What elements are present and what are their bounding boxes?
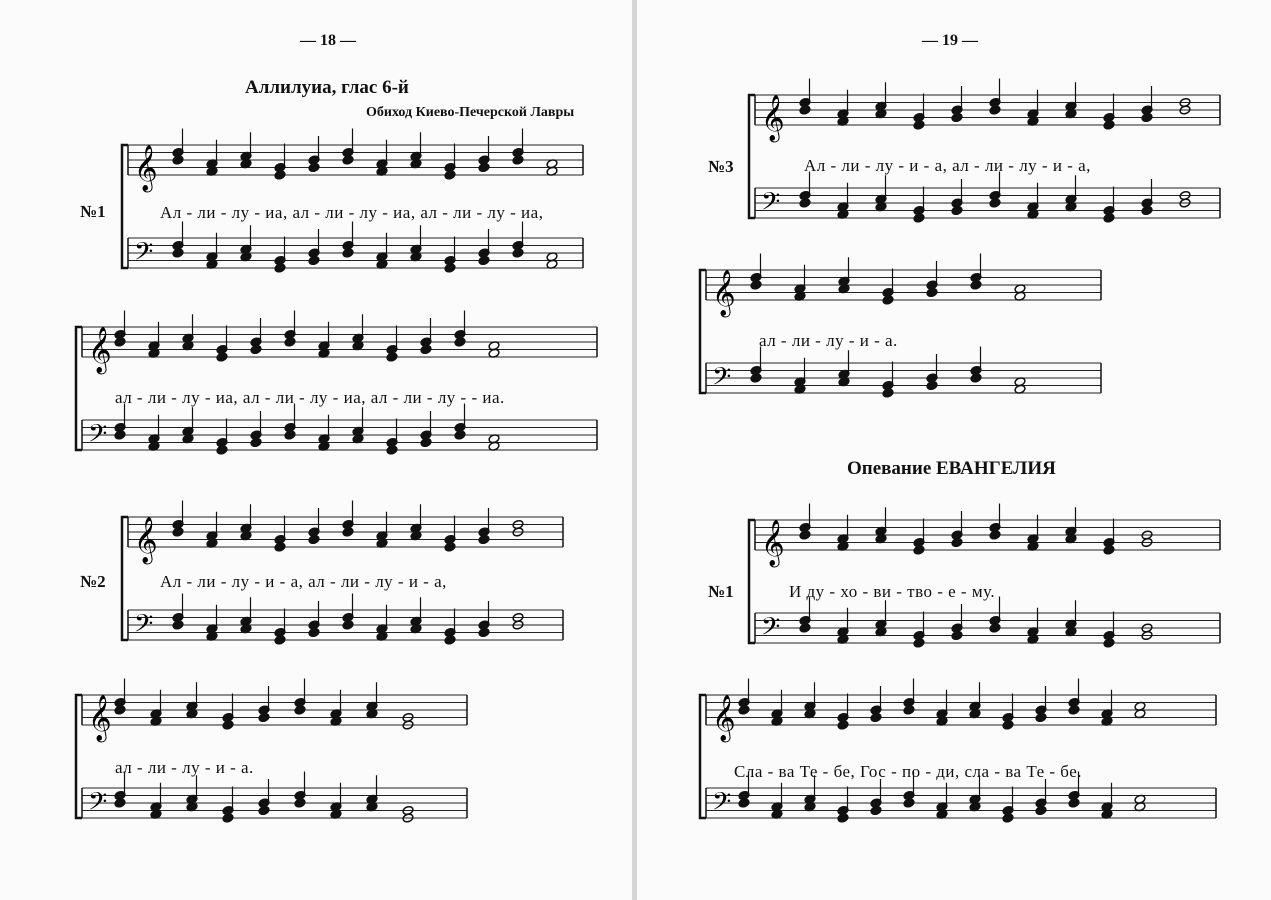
treble-clef-icon: 𝄞 <box>88 695 112 741</box>
section-number: №2 <box>80 572 106 591</box>
section-number: №1 <box>708 582 734 601</box>
note-head <box>444 263 456 273</box>
note-head <box>837 720 849 730</box>
note-head <box>989 198 1001 208</box>
note-head <box>1035 712 1047 722</box>
note-head <box>837 813 849 823</box>
note-head <box>1002 813 1014 823</box>
page-number-right: — 19 — <box>922 32 978 49</box>
treble-clef-icon: 𝄞 <box>761 95 785 141</box>
section-number: №1 <box>80 202 106 221</box>
note-head <box>222 813 234 823</box>
bass-clef-icon: 𝄢 <box>712 787 732 823</box>
note-head <box>294 705 306 715</box>
note-head <box>420 437 432 447</box>
note-head <box>342 527 354 537</box>
note-head <box>258 805 270 815</box>
lyrics-line: Сла - ва Те - бе, Гос - по - ди, сла - ва Те - бе. <box>734 762 1083 781</box>
lyrics-line: Ал - ли - лу - иа, ал - ли - лу - иа, ал - ли - лу - иа, <box>160 203 544 222</box>
note-head <box>512 248 524 258</box>
lyrics-line: ал - ли - лу - и - а. <box>115 758 254 777</box>
treble-clef-icon: 𝄞 <box>761 520 785 566</box>
note-head <box>951 630 963 640</box>
bass-clef-icon: 𝄢 <box>761 612 781 648</box>
note-head <box>250 437 262 447</box>
left-page <box>0 0 632 900</box>
note-head <box>386 352 398 362</box>
note-head <box>512 155 524 165</box>
note-head <box>913 213 925 223</box>
note-head <box>970 373 982 383</box>
note-head <box>342 155 354 165</box>
note-head <box>216 445 228 455</box>
note-head <box>989 530 1001 540</box>
bass-clef-icon: 𝄢 <box>712 362 732 398</box>
lyrics-line: ал - ли - лу - и - а. <box>759 331 898 350</box>
treble-clef-icon: 𝄞 <box>134 145 158 191</box>
system-bracket <box>700 270 706 393</box>
note-head <box>799 105 811 115</box>
note-head <box>951 537 963 547</box>
note-head <box>913 545 925 555</box>
note-head <box>386 445 398 455</box>
note-head <box>882 388 894 398</box>
note-head <box>1103 120 1115 130</box>
note-head <box>903 705 915 715</box>
note-head <box>913 638 925 648</box>
note-head <box>444 170 456 180</box>
lyrics-line: И ду - хо - ви - тво - е - му. <box>789 582 996 601</box>
treble-clef-icon: 𝄞 <box>712 695 736 741</box>
note-head <box>989 105 1001 115</box>
note-head <box>250 344 262 354</box>
note-head <box>274 635 286 645</box>
hymn-subtitle: Обиход Киево-Печерской Лавры <box>366 105 575 120</box>
note-head <box>308 162 320 172</box>
note-head <box>454 430 466 440</box>
note-head <box>738 705 750 715</box>
note-head <box>970 280 982 290</box>
note-head <box>926 287 938 297</box>
note-head <box>799 198 811 208</box>
note-head <box>294 798 306 808</box>
bass-clef-icon: 𝄢 <box>134 609 154 645</box>
note-head <box>913 120 925 130</box>
note-head <box>1103 545 1115 555</box>
lyrics-line: Ал - ли - лу - и - а, ал - ли - лу - и - а, <box>804 156 1091 175</box>
treble-clef-icon: 𝄞 <box>134 517 158 563</box>
note-head <box>216 352 228 362</box>
treble-clef-icon: 𝄞 <box>712 270 736 316</box>
note-head <box>478 255 490 265</box>
lyrics-line: Ал - ли - лу - и - а, ал - ли - лу - и - а, <box>160 572 447 591</box>
system-bracket <box>76 327 82 450</box>
system-bracket <box>76 695 82 818</box>
note-head <box>870 805 882 815</box>
note-head <box>342 620 354 630</box>
page-number-left: — 18 — <box>300 32 356 49</box>
right-page <box>637 0 1271 900</box>
note-head <box>1035 805 1047 815</box>
system-bracket <box>700 695 706 818</box>
note-head <box>926 380 938 390</box>
lyrics-line: ал - ли - лу - иа, ал - ли - лу - иа, ал - ли - лу - - иа. <box>115 388 505 407</box>
note-head <box>172 620 184 630</box>
note-head <box>172 527 184 537</box>
note-head <box>454 337 466 347</box>
note-head <box>478 627 490 637</box>
note-head <box>274 542 286 552</box>
note-head <box>308 534 320 544</box>
note-head <box>444 635 456 645</box>
note-head <box>114 705 126 715</box>
note-head <box>951 112 963 122</box>
note-head <box>1141 112 1153 122</box>
note-head <box>882 295 894 305</box>
note-head <box>478 534 490 544</box>
note-head <box>444 542 456 552</box>
note-head <box>989 623 1001 633</box>
section-number: №3 <box>708 157 734 176</box>
system-bracket <box>749 520 755 643</box>
bass-clef-icon: 𝄢 <box>761 187 781 223</box>
note-head <box>750 373 762 383</box>
system-bracket <box>122 517 128 640</box>
treble-clef-icon: 𝄞 <box>88 327 112 373</box>
note-head <box>222 720 234 730</box>
note-head <box>274 170 286 180</box>
note-head <box>1068 705 1080 715</box>
note-head <box>114 430 126 440</box>
note-head <box>114 798 126 808</box>
note-head <box>870 712 882 722</box>
note-head <box>951 205 963 215</box>
note-head <box>274 263 286 273</box>
music-system-6 <box>696 265 1106 410</box>
note-head <box>420 344 432 354</box>
system-bracket <box>749 95 755 218</box>
note-head <box>799 530 811 540</box>
note-head <box>284 430 296 440</box>
note-head <box>1141 205 1153 215</box>
note-head <box>799 623 811 633</box>
note-head <box>1002 720 1014 730</box>
note-head <box>750 280 762 290</box>
note-head <box>284 337 296 347</box>
note-head <box>172 155 184 165</box>
note-head <box>342 248 354 258</box>
note-head <box>172 248 184 258</box>
note-head <box>1103 213 1115 223</box>
hymn-title: Аллилуиа, глас 6-й <box>245 77 409 98</box>
section-heading: Опевание ЕВАНГЕЛИЯ <box>847 458 1056 479</box>
note-head <box>258 712 270 722</box>
note-head <box>478 162 490 172</box>
note-head <box>903 798 915 808</box>
note-head <box>308 255 320 265</box>
bass-clef-icon: 𝄢 <box>134 237 154 273</box>
note-head <box>308 627 320 637</box>
note-head <box>1103 638 1115 648</box>
note-head <box>1068 798 1080 808</box>
note-head <box>738 798 750 808</box>
note-head <box>114 337 126 347</box>
bass-clef-icon: 𝄢 <box>88 419 108 455</box>
system-bracket <box>122 145 128 268</box>
bass-clef-icon: 𝄢 <box>88 787 108 823</box>
